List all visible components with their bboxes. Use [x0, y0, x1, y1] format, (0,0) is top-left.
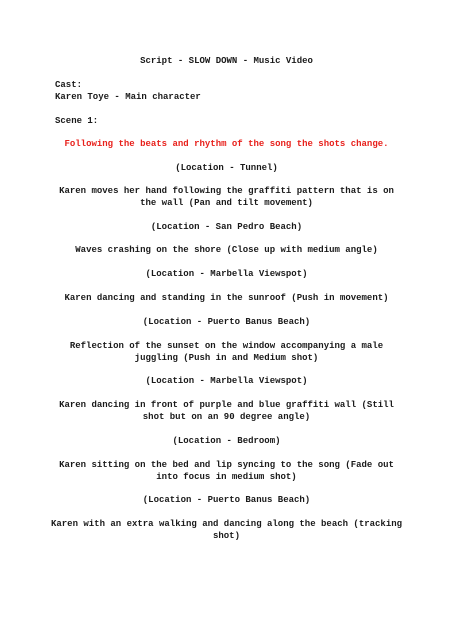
- scene-heading: Scene 1:: [55, 116, 99, 126]
- shot-description: Karen moves her hand following the graffiti pattern that is on the wall (Pan and tilt movement): [59, 186, 394, 208]
- direction-note: Following the beats and rhythm of the song the shots change.: [64, 139, 389, 149]
- shot-location: (Location - San Pedro Beach): [150, 222, 303, 232]
- shot-description: Karen sitting on the bed and lip syncing to the song (Fade out into focus in medium shot): [59, 460, 394, 482]
- shot-description: Karen dancing in front of purple and blue graffiti wall (Still shot but on an 90 degree angle): [59, 400, 394, 422]
- shot-description: Waves crashing on the shore (Close up with medium angle): [75, 245, 378, 255]
- shot-location: (Location - Marbella Viewspot): [145, 376, 308, 386]
- shot-location: (Location - Tunnel): [175, 163, 278, 173]
- shot-location: (Location - Marbella Viewspot): [145, 269, 308, 279]
- document-title: Script - SLOW DOWN - Music Video: [140, 56, 313, 66]
- shot-location: (Location - Puerto Banus Beach): [142, 317, 311, 327]
- shot-description: Reflection of the sunset on the window accompanying a male juggling (Push in and Medium shot): [69, 341, 384, 363]
- shot-location: (Location - Puerto Banus Beach): [142, 495, 311, 505]
- shot-description: Karen with an extra walking and dancing along the beach (tracking shot): [50, 519, 403, 541]
- shot-description: Karen dancing and standing in the sunroof (Push in movement): [64, 293, 389, 303]
- shot-location: (Location - Bedroom): [172, 436, 281, 446]
- cast-member: Karen Toye - Main character: [55, 92, 201, 102]
- cast-heading: Cast:: [55, 80, 83, 90]
